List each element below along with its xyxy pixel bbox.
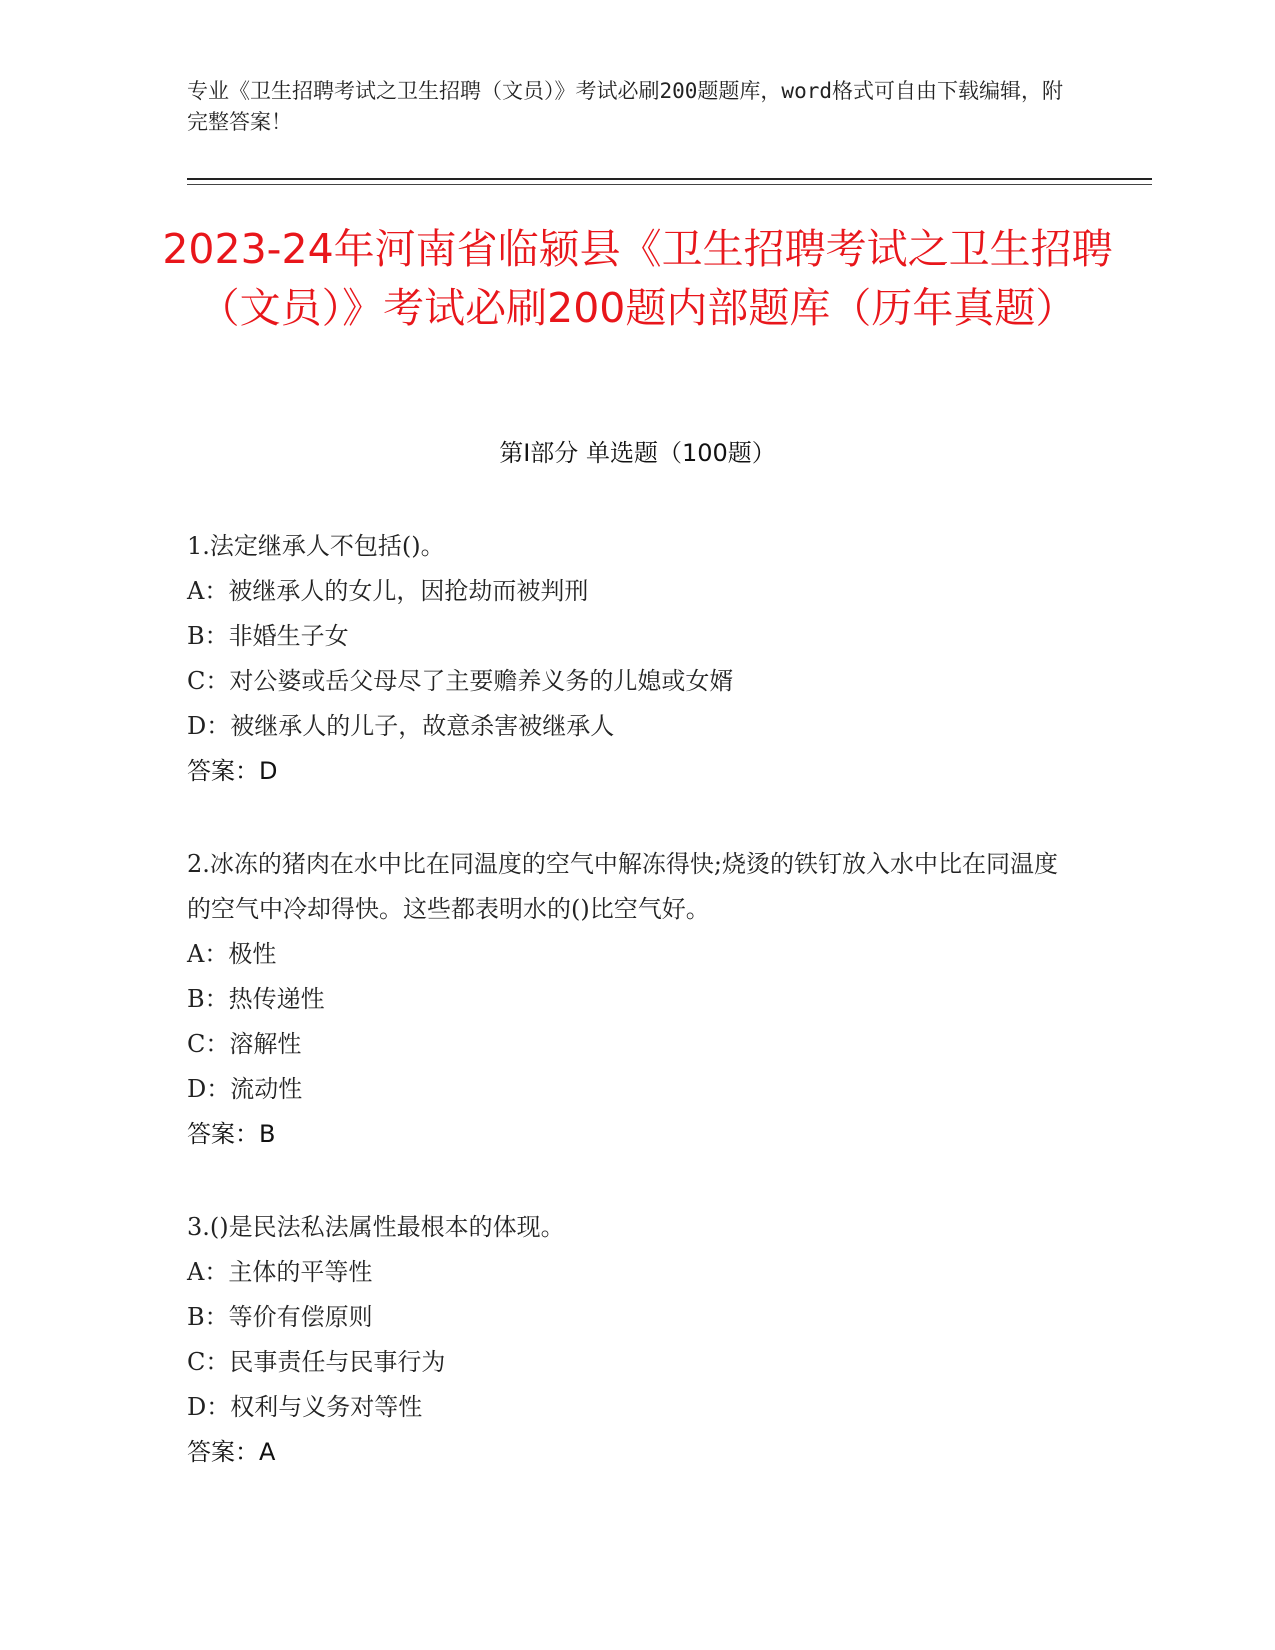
option-d: D：被继承人的儿子，故意杀害被继承人: [187, 712, 615, 740]
answer: 答案：B: [187, 1120, 276, 1148]
question-stem: 2.冰冻的猪肉在水中比在同温度的空气中解冻得快;烧烫的铁钉放入水中比在同温度的空气中冷却得快。这些都表明水的()比空气好。: [187, 850, 1058, 923]
section-heading: 第Ⅰ部分 单选题（100题）: [499, 439, 776, 467]
answer: 答案：A: [187, 1438, 276, 1466]
header-note: 专业《卫生招聘考试之卫生招聘（文员）》考试必刷200题题库，word格式可自由下载编辑，附完整答案！: [187, 79, 1063, 134]
question-2: [187, 842, 1067, 1157]
option-d: D：流动性: [187, 1075, 303, 1103]
page-title: 2023-24年河南省临颍县《卫生招聘考试之卫生招聘（文员）》考试必刷200题内部题库（历年真题）: [162, 225, 1113, 332]
option-d: D：权利与义务对等性: [187, 1393, 423, 1421]
header-rule: [187, 178, 1152, 180]
question-3: [187, 1205, 1067, 1475]
header-rule-thin: [187, 184, 1152, 185]
option-c: C：溶解性: [187, 1030, 302, 1058]
option-b: B：非婚生子女: [187, 622, 349, 650]
option-a: A：极性: [187, 940, 277, 968]
question-stem: 1.法定继承人不包括()。: [187, 532, 445, 560]
answer: 答案：D: [187, 757, 278, 785]
option-b: B：热传递性: [187, 985, 325, 1013]
option-c: C：对公婆或岳父母尽了主要赡养义务的儿媳或女婿: [187, 667, 734, 695]
option-c: C：民事责任与民事行为: [187, 1348, 446, 1376]
option-a: A：被继承人的女儿，因抢劫而被判刑: [187, 577, 589, 605]
option-a: A：主体的平等性: [187, 1258, 373, 1286]
question-1: [187, 524, 1067, 794]
question-stem: 3.()是民法私法属性最根本的体现。: [187, 1213, 565, 1241]
option-b: B：等价有偿原则: [187, 1303, 373, 1331]
